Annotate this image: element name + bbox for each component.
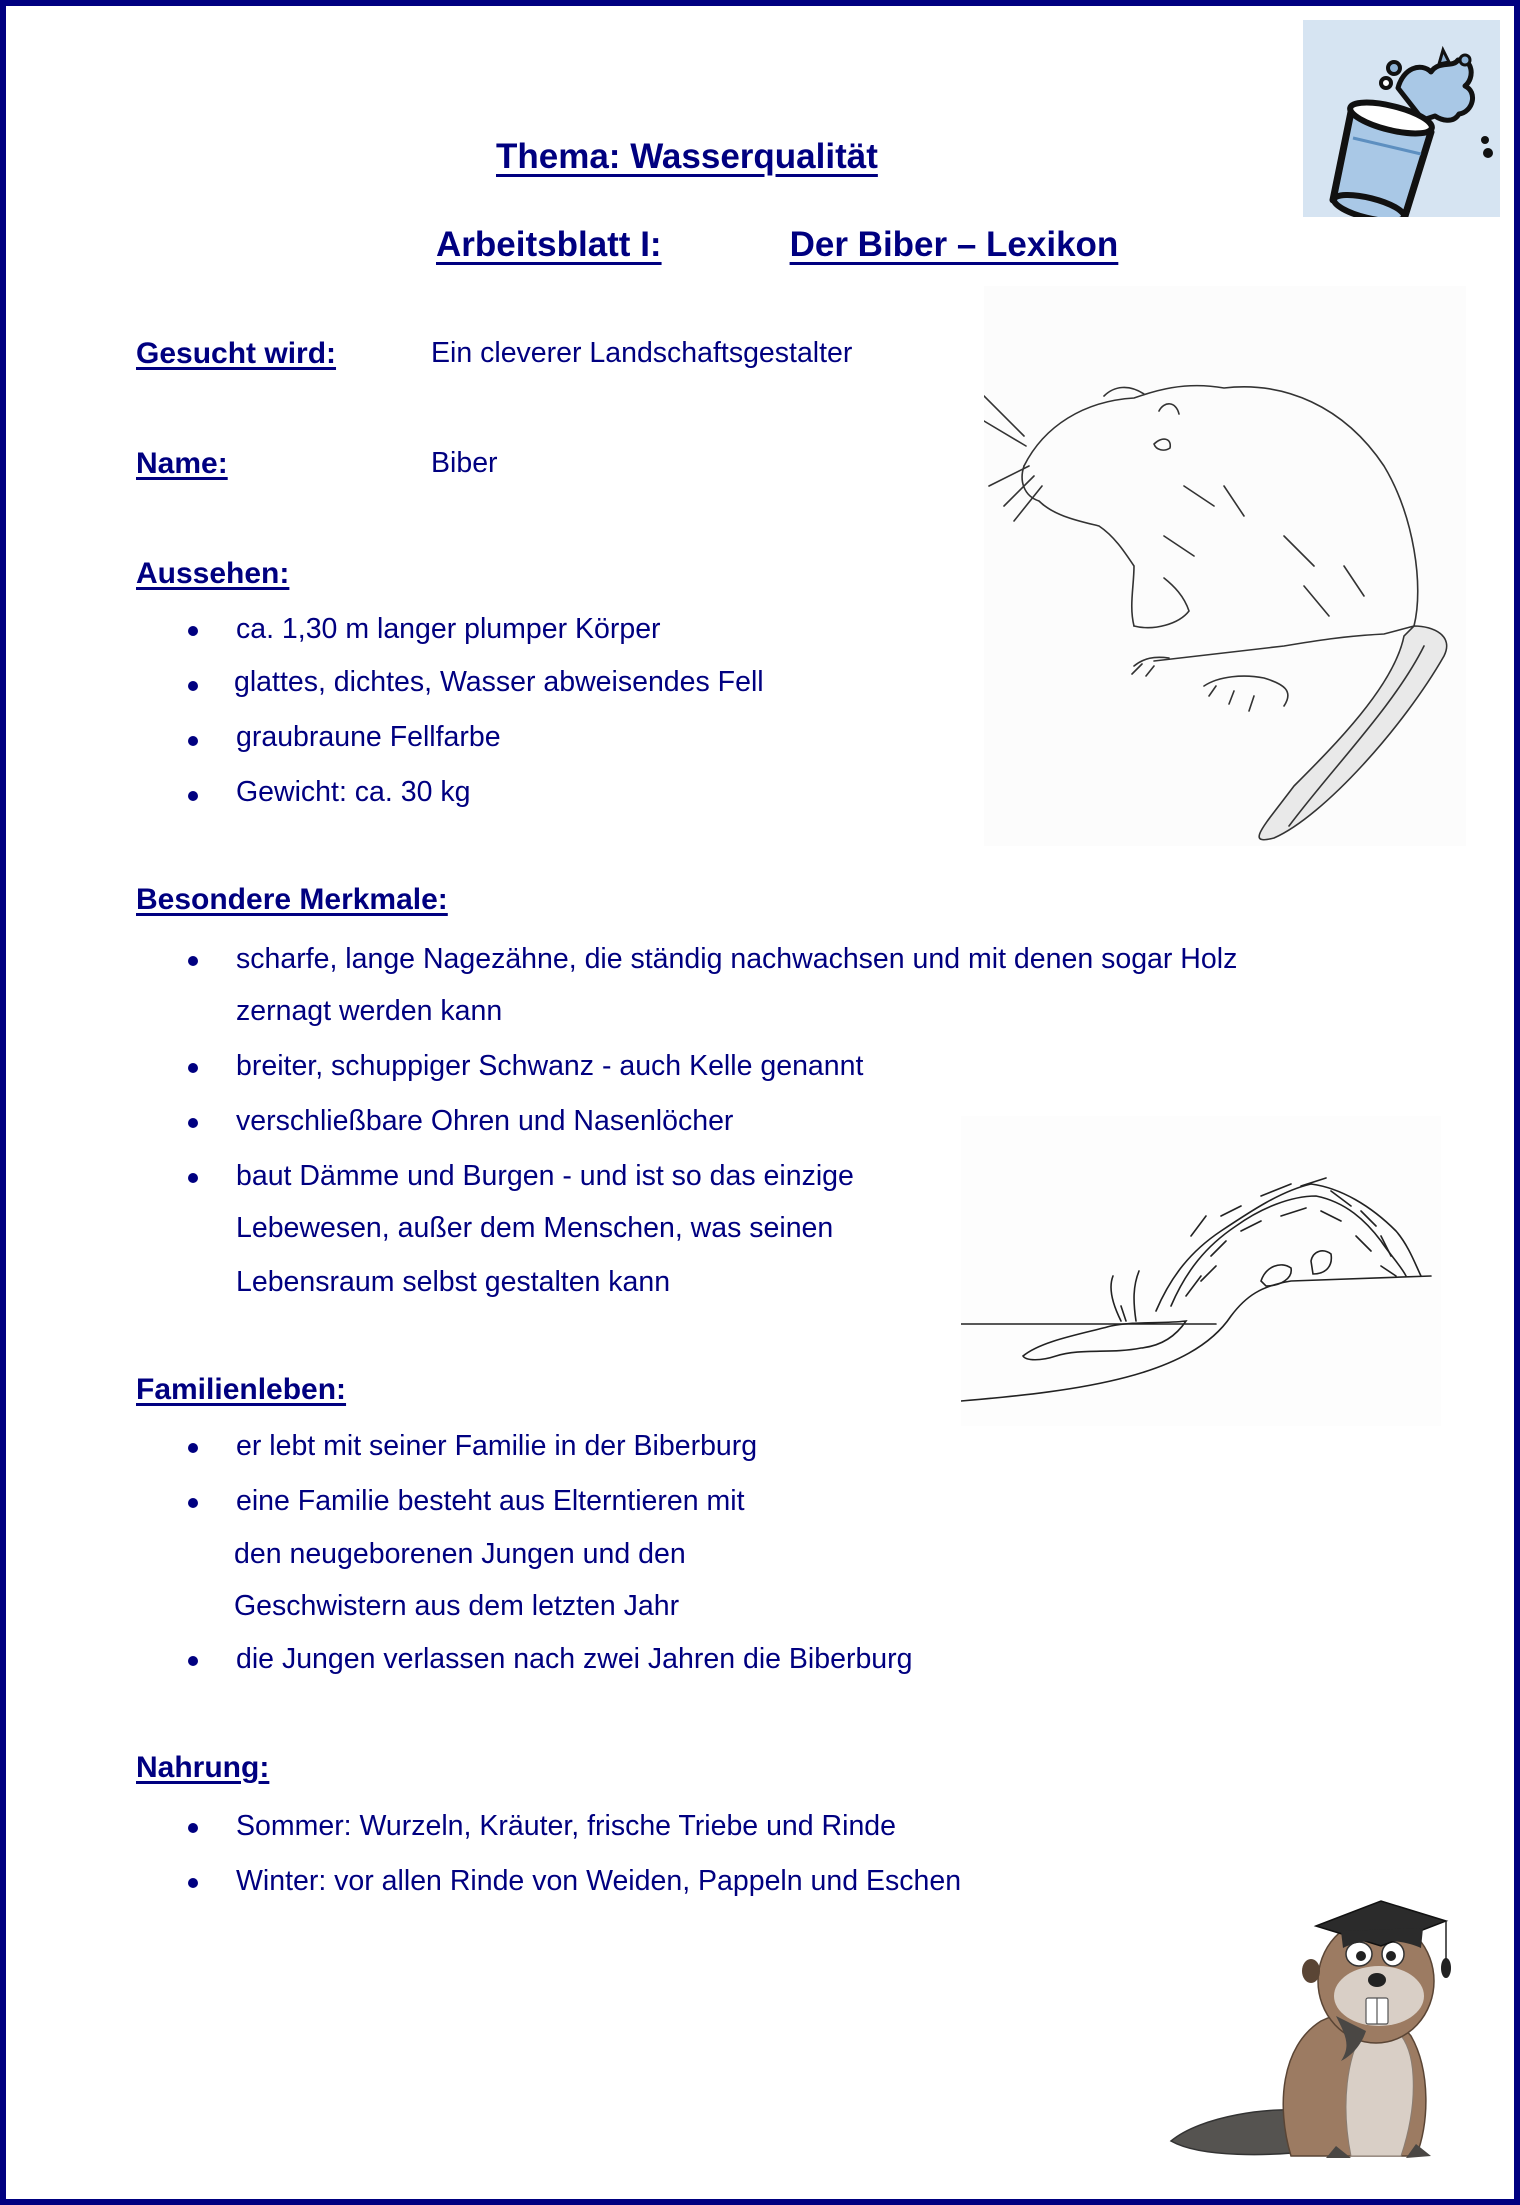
page-title: Thema: Wasserqualität: [496, 137, 878, 176]
list-item: Gewicht: ca. 30 kg: [236, 776, 471, 808]
page-subtitle: [436, 227, 1118, 262]
searched-label: Gesucht wird:: [136, 337, 337, 370]
section-heading-food: Nahrung:: [136, 1751, 270, 1784]
beaver-sketch-illustration: [984, 286, 1466, 846]
bullet-icon: [188, 1173, 198, 1183]
list-item: baut Dämme und Burgen - und ist so das einzige: [236, 1160, 854, 1192]
bullet-icon: [188, 1823, 198, 1833]
section-heading-features: Besondere Merkmale:: [136, 883, 448, 916]
bullet-icon: [188, 1656, 198, 1666]
bullet-icon: [188, 1063, 198, 1073]
list-item: glattes, dichtes, Wasser abweisendes Fell: [234, 666, 764, 698]
bullet-icon: [188, 956, 198, 966]
list-item-continuation: Lebensraum selbst gestalten kann: [236, 1266, 671, 1298]
list-item: scharfe, lange Nagezähne, die ständig nachwachsen und mit denen sogar Holz: [236, 943, 1238, 975]
list-item: ca. 1,30 m langer plumper Körper: [236, 613, 661, 645]
bullet-icon: [188, 791, 198, 801]
bullet-icon: [188, 681, 198, 691]
list-item: breiter, schuppiger Schwanz - auch Kelle genannt: [236, 1050, 864, 1082]
list-item: er lebt mit seiner Familie in der Biberburg: [236, 1430, 758, 1462]
list-item-continuation: den neugeborenen Jungen und den: [234, 1538, 686, 1570]
list-item: verschließbare Ohren und Nasenlöcher: [236, 1105, 734, 1137]
bullet-icon: [188, 1118, 198, 1128]
section-heading-appearance: Aussehen:: [136, 557, 290, 590]
bullet-icon: [188, 1443, 198, 1453]
bullet-icon: [188, 1498, 198, 1508]
list-item-continuation: Geschwistern aus dem letzten Jahr: [234, 1590, 680, 1622]
name-label: Name:: [136, 447, 228, 480]
list-item: die Jungen verlassen nach zwei Jahren die Biberburg: [236, 1643, 913, 1675]
list-item-continuation: zernagt werden kann: [236, 995, 503, 1027]
list-item: graubraune Fellfarbe: [236, 721, 501, 753]
beaver-lodge-illustration: [961, 1116, 1441, 1426]
bullet-icon: [188, 736, 198, 746]
list-item: eine Familie besteht aus Elterntieren mit: [236, 1485, 745, 1517]
water-glass-icon: [1303, 20, 1500, 217]
bullet-icon: [188, 626, 198, 636]
searched-value: Ein cleverer Landschaftsgestalter: [431, 337, 853, 369]
graduate-beaver-mascot: [1161, 1886, 1486, 2171]
bullet-icon: [188, 1878, 198, 1888]
list-item: Winter: vor allen Rinde von Weiden, Pappeln und Eschen: [236, 1865, 962, 1897]
name-value: Biber: [431, 447, 498, 479]
subtitle-part-2: Der Biber – Lexikon: [789, 225, 1119, 264]
section-heading-family: Familienleben:: [136, 1373, 347, 1406]
list-item: Sommer: Wurzeln, Kräuter, frische Triebe und Rinde: [236, 1810, 897, 1842]
subtitle-part-1: Arbeitsblatt I:: [436, 225, 662, 264]
list-item-continuation: Lebewesen, außer dem Menschen, was seinen: [236, 1212, 834, 1244]
